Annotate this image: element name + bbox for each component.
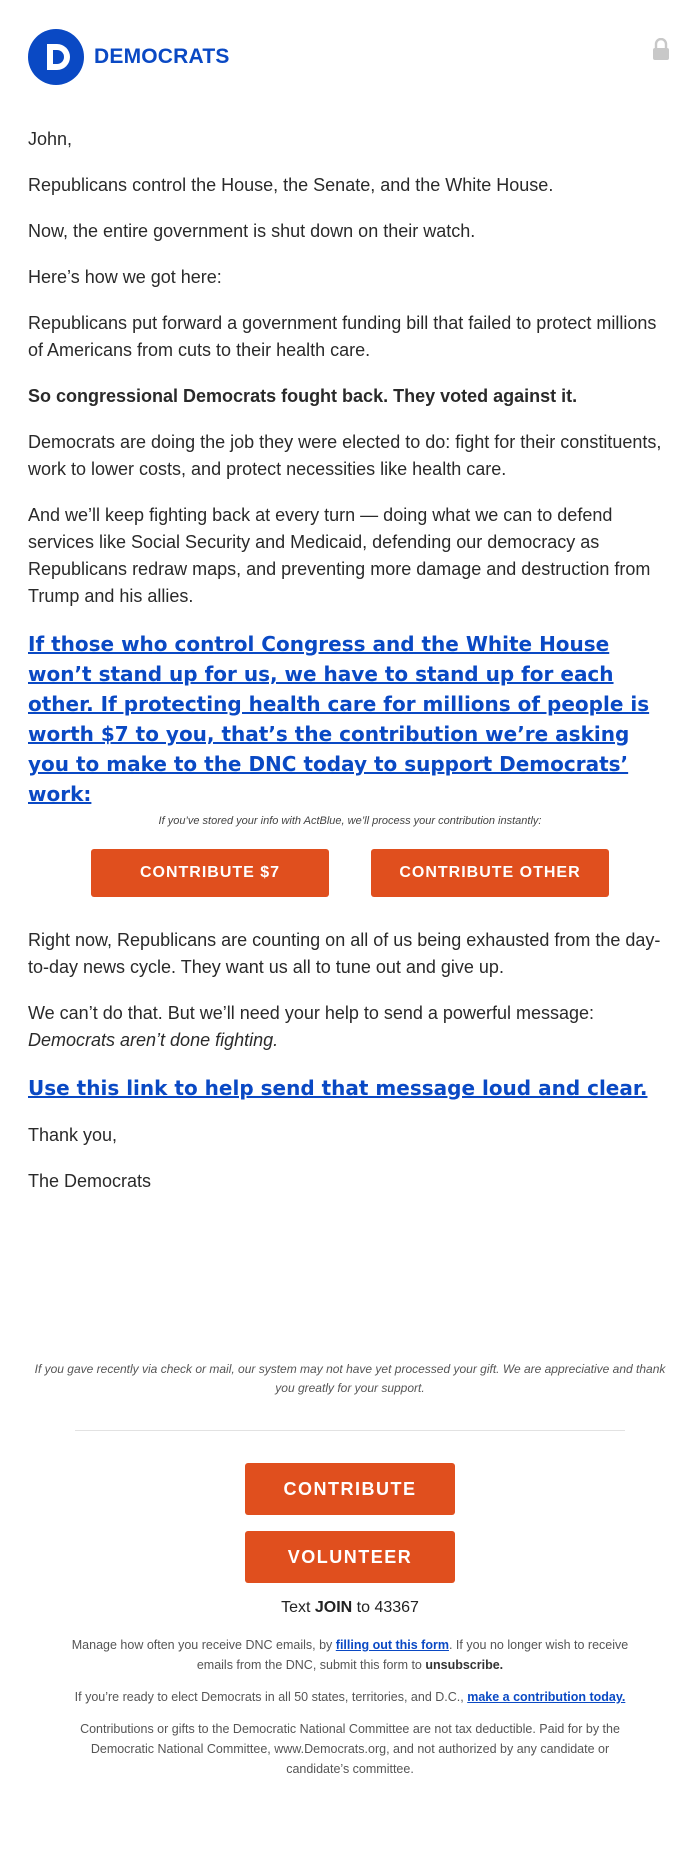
- manage-text-2: . If you no longer wish to receive emails from the DNC, submit this form to: [196, 1638, 629, 1672]
- email-footer: [0, 1360, 700, 1779]
- elect-text-1: If you’re ready to elect Democrats in all 50 states, territories, and D.C.,: [74, 1690, 468, 1704]
- elect-democrats-text: [70, 1687, 630, 1707]
- paragraph-9-italic: Democrats aren’t done fighting.: [28, 1030, 279, 1050]
- email-header: [0, 0, 700, 110]
- logo-text: DEMOCRATS: [94, 45, 230, 68]
- paragraph-9: [28, 1000, 672, 1054]
- text-join-line: [0, 1599, 700, 1617]
- paragraph-8: Right now, Republicans are counting on all of us being exhausted from the day-to-day news cycle. They want us all to tune out and give up.: [28, 930, 661, 977]
- email-body: [28, 126, 672, 1214]
- paragraph-6: Democrats are doing the job they were elected to do: fight for their constituents, work to lower costs, and protect necessities like health care.: [28, 432, 662, 479]
- unsubscribe-link[interactable]: unsubscribe.: [425, 1658, 504, 1672]
- greeting: John,: [28, 129, 73, 149]
- contribute-button-row: [28, 849, 672, 897]
- text-join-prefix: Text: [281, 1599, 315, 1616]
- footer-divider: [75, 1430, 625, 1431]
- paragraph-9-text: We can’t do that. But we’ll need your help to send a powerful message:: [28, 1003, 594, 1023]
- contribute-7-button[interactable]: CONTRIBUTE $7: [91, 849, 329, 897]
- contribute-other-button[interactable]: CONTRIBUTE OTHER: [371, 849, 609, 897]
- lock-icon: [652, 38, 670, 60]
- democrats-logo[interactable]: [28, 29, 230, 85]
- text-join-suffix: to 43367: [352, 1599, 419, 1616]
- manage-text-1: Manage how often you receive DNC emails, by: [71, 1638, 336, 1652]
- message-cta-link[interactable]: Use this link to help send that message loud and clear.: [28, 1076, 648, 1100]
- signoff: Thank you,: [28, 1125, 118, 1145]
- logo-d-icon: [28, 29, 84, 85]
- signature: The Democrats: [28, 1171, 152, 1191]
- actblue-note: If you’ve stored your info with ActBlue, we’ll process your contribution instantly:: [158, 815, 542, 827]
- manage-emails-text: [70, 1635, 630, 1675]
- paragraph-7: And we’ll keep fighting back at every turn — doing what we can to defend services like Social Security and Medicaid, defending our democracy as Republicans redraw maps, and preventing more damage and destruction from Trump and his allies.: [28, 505, 651, 606]
- legal-disclaimer: Contributions or gifts to the Democratic National Committee are not tax deductible. Paid for by the Democratic National Committee, www.Democrats.org, and not authorized by any candidate or candidate’s committee.: [80, 1722, 620, 1776]
- paragraph-4: Republicans put forward a government funding bill that failed to protect millions of Americans from cuts to their health care.: [28, 313, 657, 360]
- paragraph-3: Here’s how we got here:: [28, 267, 222, 287]
- text-join-keyword: JOIN: [314, 1599, 353, 1616]
- donate-cta-link[interactable]: If those who control Congress and the White House won’t stand up for us, we have to stand up for each other. If protecting health care for millions of people is worth $7 to you, that’s the contribution we’re asking you to make to the DNC today to support Democrats’ work:: [28, 632, 650, 806]
- manage-form-link[interactable]: filling out this form: [335, 1638, 449, 1652]
- make-contribution-link[interactable]: make a contribution today.: [467, 1690, 626, 1704]
- gift-disclaimer: If you gave recently via check or mail, our system may not have yet processed your gift. We are appreciative and thank you greatly for your support.: [34, 1362, 666, 1395]
- paragraph-5-bold: So congressional Democrats fought back. They voted against it.: [28, 386, 578, 406]
- footer-contribute-button[interactable]: CONTRIBUTE: [245, 1463, 455, 1515]
- paragraph-1: Republicans control the House, the Senate, and the White House.: [28, 175, 554, 195]
- paragraph-2: Now, the entire government is shut down on their watch.: [28, 221, 476, 241]
- footer-volunteer-button[interactable]: VOLUNTEER: [245, 1531, 455, 1583]
